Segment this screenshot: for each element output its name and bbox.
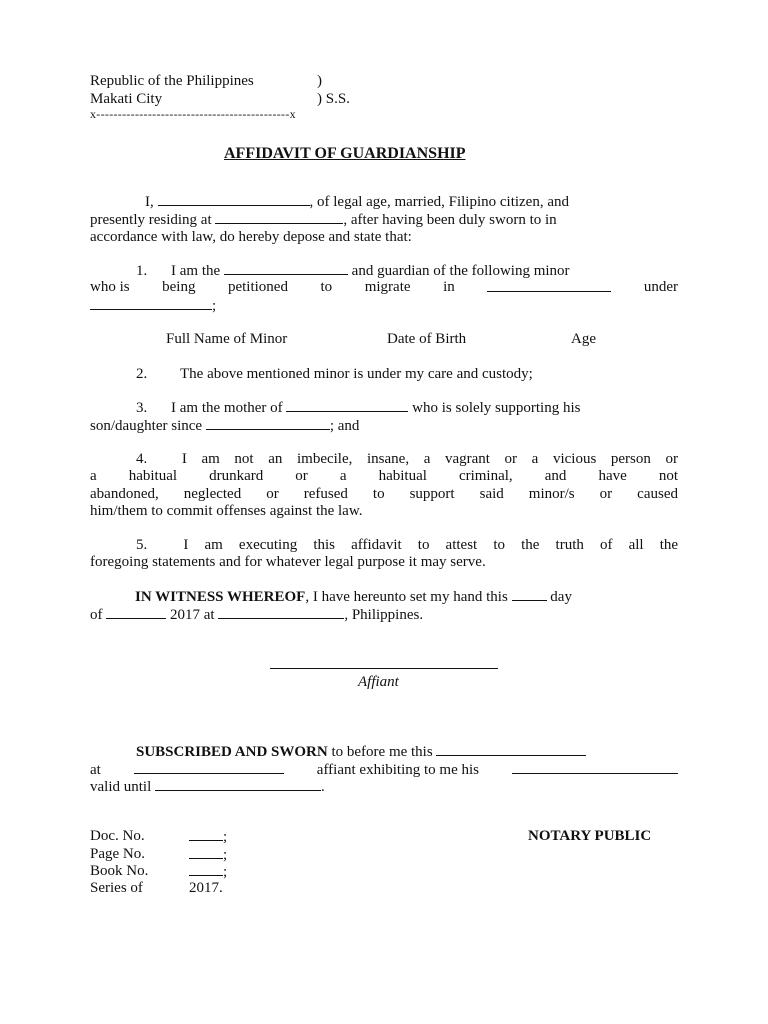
item2-text: The above mentioned minor is under my care and custody; <box>180 366 533 382</box>
jurat-line-1: SUBSCRIBED AND SWORN to before me this <box>90 743 678 761</box>
header-republic: Republic of the Philippines <box>90 73 254 89</box>
intro-line-2: presently residing at , after having been duly sworn to in <box>90 212 557 228</box>
residence-blank <box>215 211 343 224</box>
item1-line-1: 1. I am the and guardian of the following minor <box>136 263 570 279</box>
item5-line-2: foregoing statements and for whatever legal purpose it may serve. <box>90 554 486 570</box>
destination-blank <box>487 279 611 292</box>
book-no-value: ; <box>189 863 227 881</box>
jurat-date-blank <box>436 743 586 756</box>
support-since-blank <box>206 417 330 430</box>
header-divider: x---------------------------------------------x <box>90 107 296 121</box>
minor-name-header: Full Name of Minor <box>166 331 288 347</box>
series-label: Series of <box>90 880 143 896</box>
header-city: Makati City <box>90 91 163 107</box>
id-validity-blank <box>155 778 321 791</box>
day-blank <box>512 588 547 601</box>
intro-line-1: I, , of legal age, married, Filipino citizen, and <box>145 194 569 210</box>
jurat-place-blank <box>134 761 284 774</box>
relationship-blank <box>224 262 348 275</box>
item3-line-1: 3. I am the mother of who is solely supporting his <box>136 400 581 416</box>
place-blank <box>218 606 344 619</box>
doc-no-value: ; <box>189 828 227 846</box>
item2-number: 2. <box>136 366 148 382</box>
id-type-blank <box>512 761 678 774</box>
document-title: AFFIDAVIT OF GUARDIANSHIP <box>224 145 466 162</box>
page-no-label: Page No. <box>90 846 145 862</box>
item1-line-2: who is being petitioned to migrate in under <box>90 279 678 295</box>
series-value: 2017. <box>189 880 223 896</box>
program-blank <box>90 297 212 310</box>
minor-age-header: Age <box>571 331 596 347</box>
child-name-blank <box>286 399 408 412</box>
notary-public-label: NOTARY PUBLIC <box>528 828 652 844</box>
jurat-line-3: valid until . <box>90 779 325 795</box>
page-no-value: ; <box>189 846 227 864</box>
affiant-label: Affiant <box>358 674 399 690</box>
jurat-line-2: at affiant exhibiting to me his <box>90 761 678 779</box>
item4-line-1: 4. I am not an imbecile, insane, a vagrant or a vicious person or <box>136 451 679 467</box>
minor-dob-header: Date of Birth <box>387 331 467 347</box>
book-no-label: Book No. <box>90 863 149 879</box>
witness-line-2: of 2017 at , Philippines. <box>90 607 424 623</box>
item4-line-4: him/them to commit offenses against the law. <box>90 503 363 519</box>
witness-line-1: IN WITNESS WHEREOF, I have hereunto set my hand this day <box>135 589 572 605</box>
doc-no-label: Doc. No. <box>90 828 145 844</box>
item4-line-2: a habitual drunkard or a habitual criminal, and have not <box>90 468 678 484</box>
header-paren: ) <box>317 73 322 89</box>
header-ss: ) S.S. <box>317 91 350 107</box>
item3-line-2: son/daughter since ; and <box>90 418 360 434</box>
affiant-signature-line <box>270 668 498 669</box>
item4-line-3: abandoned, neglected or refused to support said minor/s or caused <box>90 486 678 502</box>
item1-line-3: ; <box>90 297 678 315</box>
item5-line-1: 5. I am executing this affidavit to attest to the truth of all the <box>136 537 679 553</box>
affiant-name-blank <box>158 193 310 206</box>
month-blank <box>106 606 166 619</box>
intro-line-3: accordance with law, do hereby depose and state that: <box>90 229 412 245</box>
